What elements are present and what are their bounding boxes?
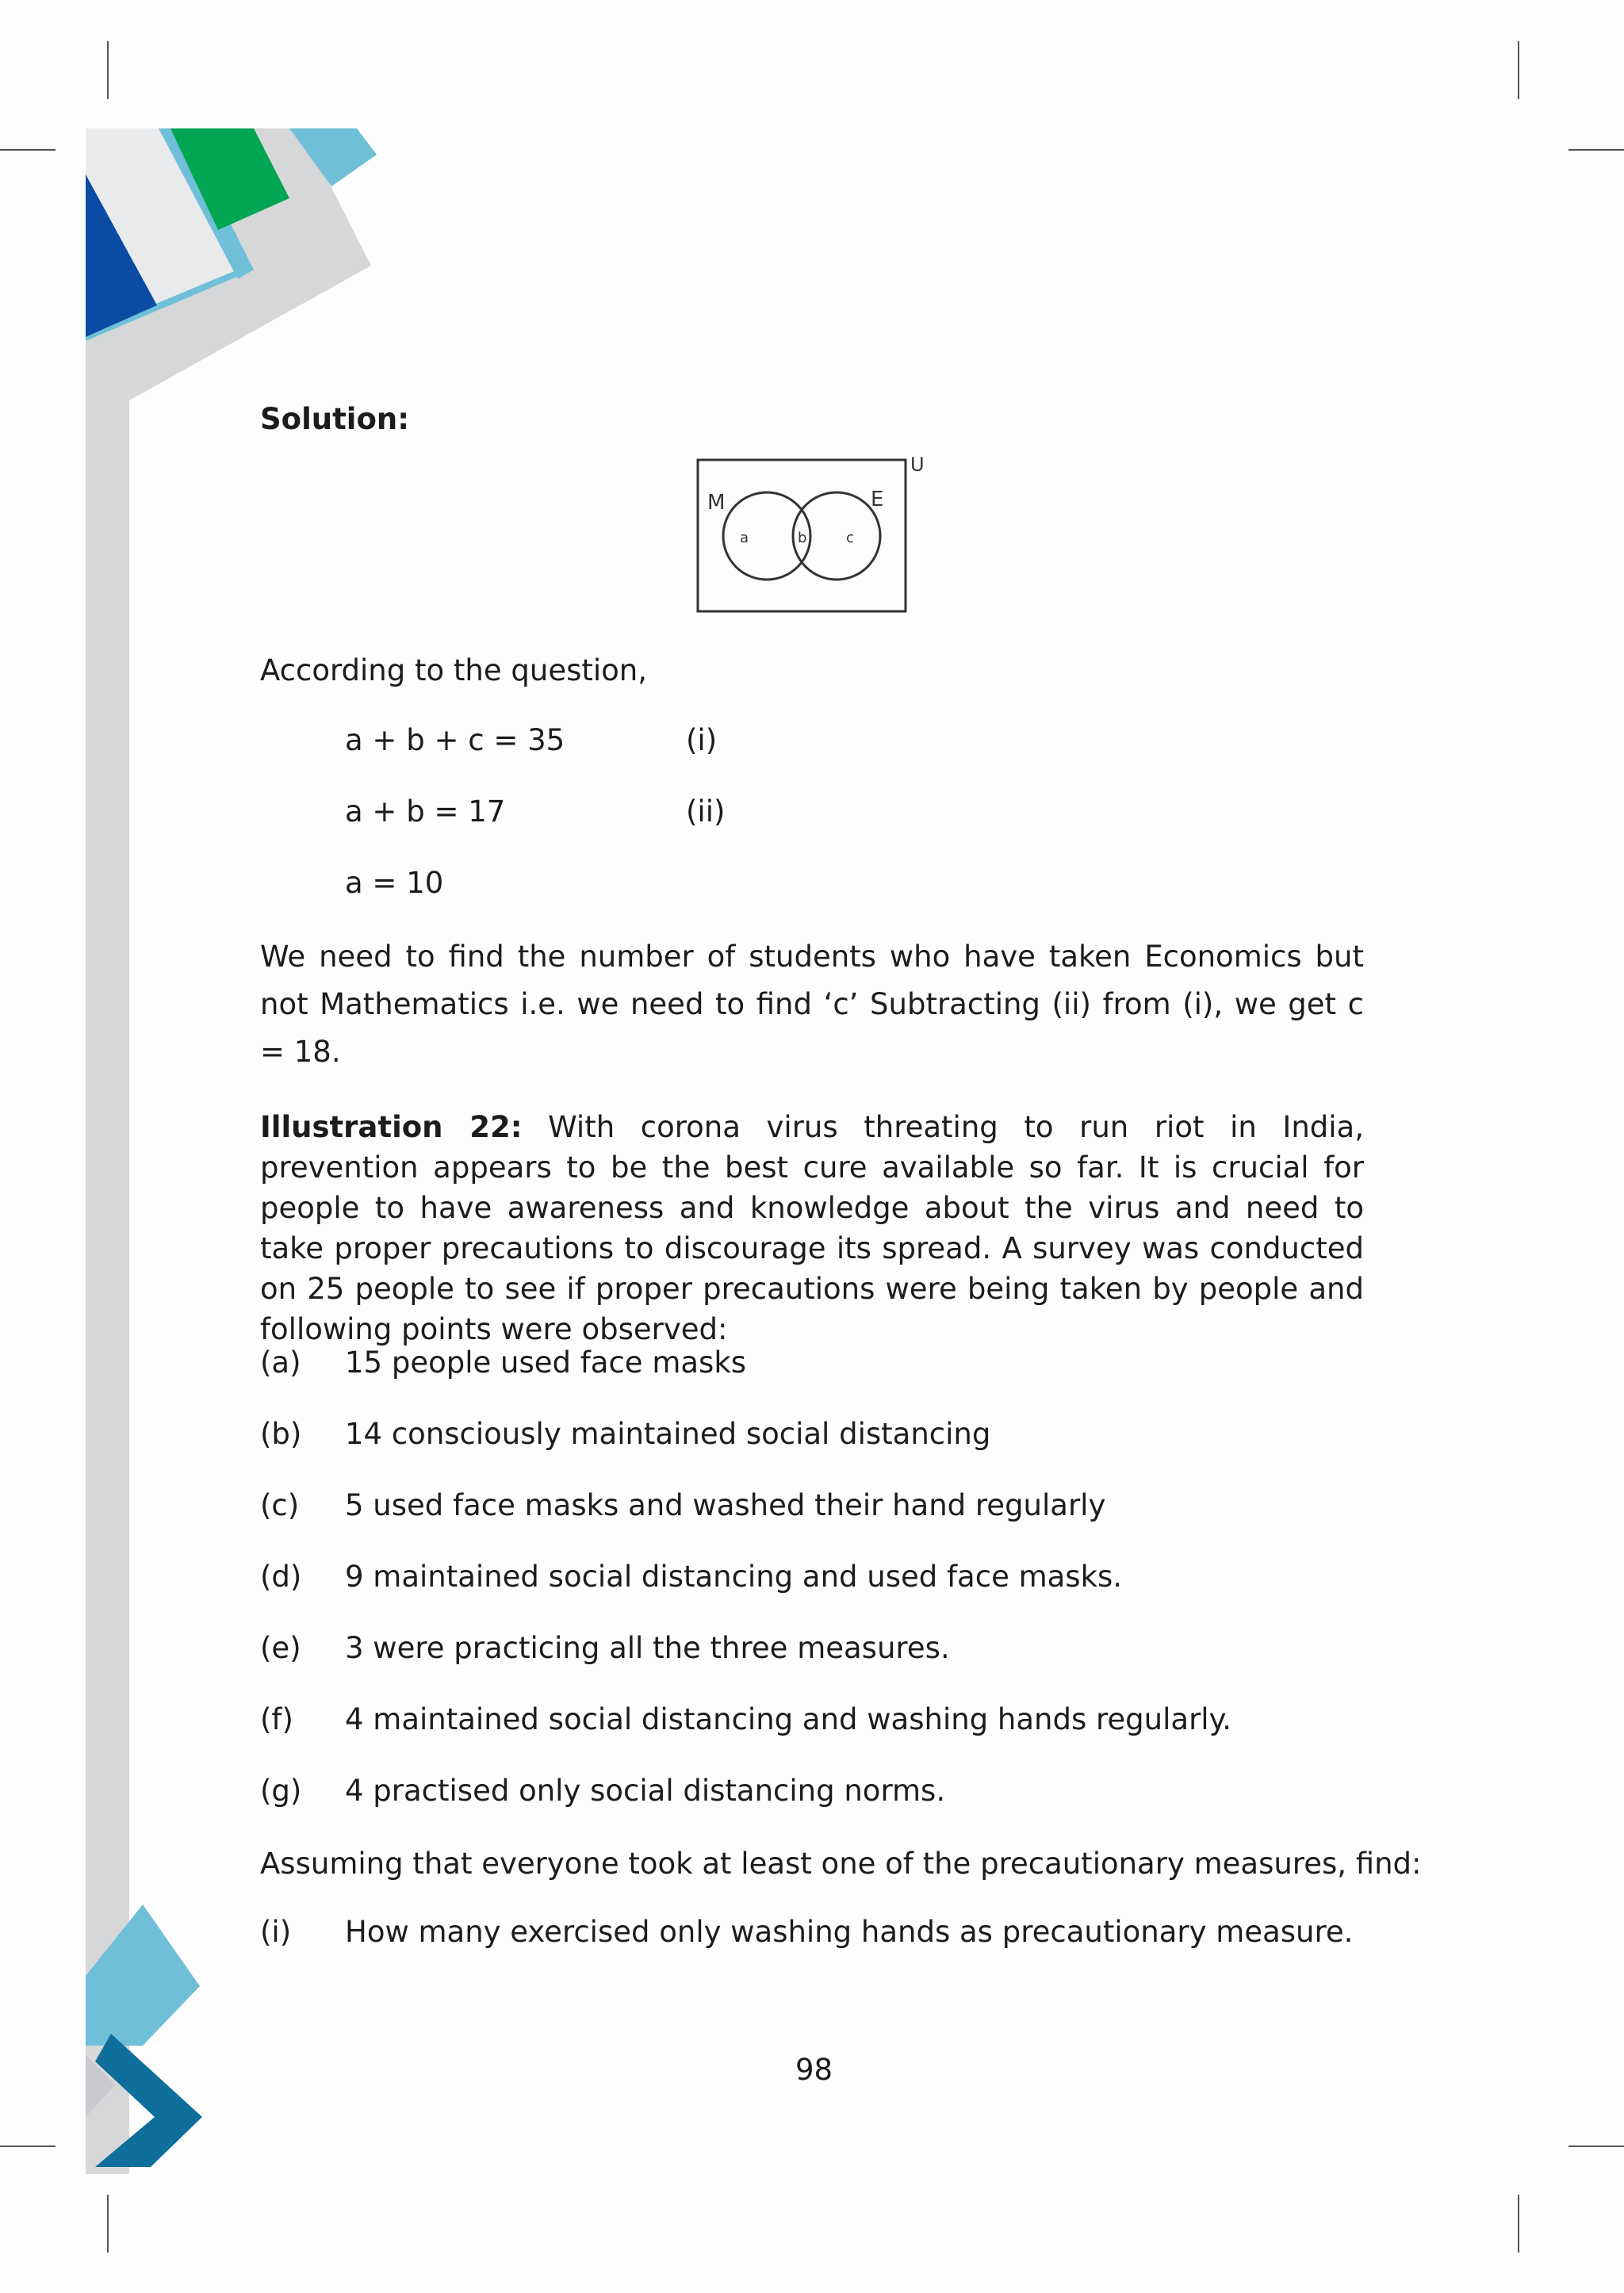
according-text: According to the question, — [260, 653, 648, 687]
point-f-text: 4 maintained social distancing and washing hands regularly. — [345, 1702, 1231, 1736]
point-d-text: 9 maintained social distancing and used face masks. — [345, 1560, 1123, 1594]
point-e-text: 3 were practicing all the three measures. — [345, 1631, 950, 1665]
point-b-label: (b) — [260, 1417, 302, 1451]
universe-label: U — [910, 454, 925, 476]
solution-heading: Solution: — [260, 402, 410, 436]
question-i-label: (i) — [260, 1915, 292, 1949]
point-e-label: (e) — [260, 1631, 301, 1665]
point-a-label: (a) — [260, 1346, 301, 1380]
point-c-label: (c) — [260, 1488, 300, 1522]
point-a-text: 15 people used face masks — [345, 1346, 747, 1380]
page-number: 98 — [795, 2053, 833, 2087]
set-m-label: M — [707, 491, 726, 515]
equation-2: a + b = 17 — [345, 794, 506, 829]
illustration-label: Illustration 22: — [260, 1110, 523, 1144]
point-d-label: (d) — [260, 1560, 302, 1594]
point-g-text: 4 practised only social distancing norms. — [345, 1774, 946, 1808]
point-g-label: (g) — [260, 1774, 302, 1808]
equation-3: a = 10 — [345, 866, 444, 900]
region-b-label: b — [798, 530, 807, 546]
region-a-label: a — [740, 530, 749, 546]
venn-diagram — [690, 452, 944, 618]
point-b-text: 14 consciously maintained social distancing — [345, 1417, 991, 1451]
illustration-text: With corona virus threating to run riot in India, prevention appears to be the best cure available so far. It is crucial for people to have awareness and knowledge about the virus and need to take proper precautions to discourage its spread. A survey was conducted on 25 people to see if proper precautions were being taken by people and following points were observed: — [260, 1110, 1364, 1346]
point-c-text: 5 used face masks and washed their hand regularly — [345, 1488, 1106, 1522]
margin-strip — [86, 128, 129, 2174]
question-i-text: How many exercised only washing hands as precautionary measure. — [345, 1915, 1354, 1949]
illustration-paragraph — [260, 1107, 1364, 1349]
point-f-label: (f) — [260, 1702, 293, 1736]
assuming-text: Assuming that everyone took at least one of the precautionary measures, find: — [260, 1847, 1422, 1881]
set-e-label: E — [871, 488, 884, 511]
find-paragraph: We need to find the number of students who have taken Economics but not Mathematics i.e. we need to find ‘c’ Subtracting (ii) from (i), we get c = 18. — [260, 940, 1364, 1069]
equation-1: a + b + c = 35 — [345, 723, 565, 757]
equation-1-ref: (i) — [686, 723, 718, 757]
equation-2-ref: (ii) — [686, 794, 726, 829]
region-c-label: c — [846, 530, 854, 546]
